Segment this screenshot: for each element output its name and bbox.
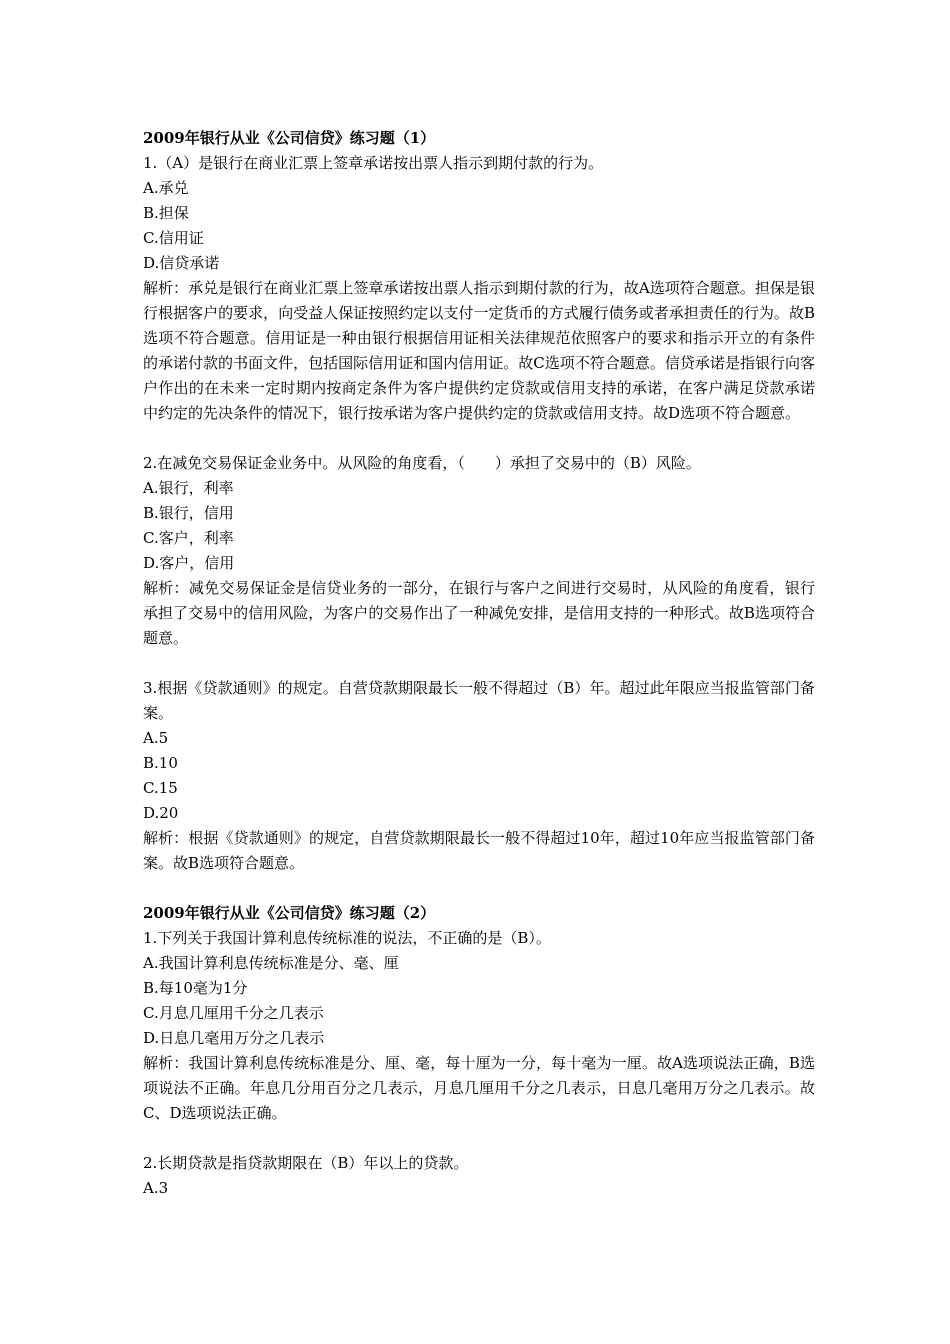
option-a: A.5 bbox=[143, 729, 169, 747]
question-3 bbox=[143, 676, 815, 876]
question-stem: 1.下列关于我国计算利息传统标准的说法，不正确的是（B）。 bbox=[143, 929, 551, 947]
analysis: 解析：我国计算利息传统标准是分、厘、毫，每十厘为一分，每十毫为一厘。故A选项说法正确，B选项说法不正确。年息几分用百分之几表示，月息几厘用千分之几表示，日息几毫用万分之几表示。故C、D选项说法正确。 bbox=[143, 1054, 815, 1122]
option-c: C.15 bbox=[143, 779, 178, 797]
option-d: D.客户，信用 bbox=[143, 554, 235, 572]
document-page bbox=[143, 126, 815, 1201]
question-1 bbox=[143, 926, 815, 1126]
question-stem: 2.在减免交易保证金业务中。从风险的角度看，（ ）承担了交易中的（B）风险。 bbox=[143, 454, 701, 472]
option-b: B.每10毫为1分 bbox=[143, 979, 248, 997]
question-stem: 2.长期贷款是指贷款期限在（B）年以上的贷款。 bbox=[143, 1154, 469, 1172]
option-c: C.月息几厘用千分之几表示 bbox=[143, 1004, 324, 1022]
question-2 bbox=[143, 1151, 815, 1201]
option-d: D.日息几毫用万分之几表示 bbox=[143, 1029, 325, 1047]
option-b: B.银行，信用 bbox=[143, 504, 234, 522]
option-a: A.承兑 bbox=[143, 179, 189, 197]
section-title: 2009年银行从业《公司信贷》练习题（1） bbox=[143, 129, 436, 147]
blank-line bbox=[143, 426, 815, 451]
section-1 bbox=[143, 126, 815, 901]
question-stem: 3.根据《贷款通则》的规定。自营贷款期限最长一般不得超过（B）年。超过此年限应当报监管部门备案。 bbox=[143, 679, 815, 722]
option-b: B.担保 bbox=[143, 204, 189, 222]
analysis: 解析：承兑是银行在商业汇票上签章承诺按出票人指示到期付款的行为，故A选项符合题意。担保是银行根据客户的要求，向受益人保证按照约定以支付一定货币的方式履行债务或者承担责任的行为。故B选项不符合题意。信用证是一种由银行根据信用证相关法律规范依照客户的要求和指示开立的有条件的承诺付款的书面文件，包括国际信用证和国内信用证。故C选项不符合题意。信贷承诺是指银行向客户作出的在未来一定时期内按商定条件为客户提供约定贷款或信用支持的承诺，在客户满足贷款承诺中约定的先决条件的情况下，银行按承诺为客户提供约定的贷款或信用支持。故D选项不符合题意。 bbox=[143, 279, 815, 422]
question-1 bbox=[143, 151, 815, 426]
option-c: C.客户，利率 bbox=[143, 529, 234, 547]
option-b: B.10 bbox=[143, 754, 178, 772]
section-title: 2009年银行从业《公司信贷》练习题（2） bbox=[143, 904, 436, 922]
analysis: 解析：根据《贷款通则》的规定，自营贷款期限最长一般不得超过10年，超过10年应当报监管部门备案。故B选项符合题意。 bbox=[143, 829, 815, 872]
analysis: 解析：减免交易保证金是信贷业务的一部分，在银行与客户之间进行交易时，从风险的角度看，银行承担了交易中的信用风险，为客户的交易作出了一种减免安排，是信用支持的一种形式。故B选项符合题意。 bbox=[143, 579, 815, 647]
section-2 bbox=[143, 901, 815, 1201]
question-stem: 1.（A）是银行在商业汇票上签章承诺按出票人指示到期付款的行为。 bbox=[143, 154, 604, 172]
question-2 bbox=[143, 451, 815, 651]
option-d: D.信贷承诺 bbox=[143, 254, 220, 272]
blank-line bbox=[143, 1126, 815, 1151]
blank-line bbox=[143, 651, 815, 676]
blank-line bbox=[143, 876, 815, 901]
option-a: A.我国计算利息传统标准是分、毫、厘 bbox=[143, 954, 399, 972]
option-a: A.3 bbox=[143, 1179, 169, 1197]
option-a: A.银行，利率 bbox=[143, 479, 234, 497]
option-d: D.20 bbox=[143, 804, 179, 822]
option-c: C.信用证 bbox=[143, 229, 204, 247]
